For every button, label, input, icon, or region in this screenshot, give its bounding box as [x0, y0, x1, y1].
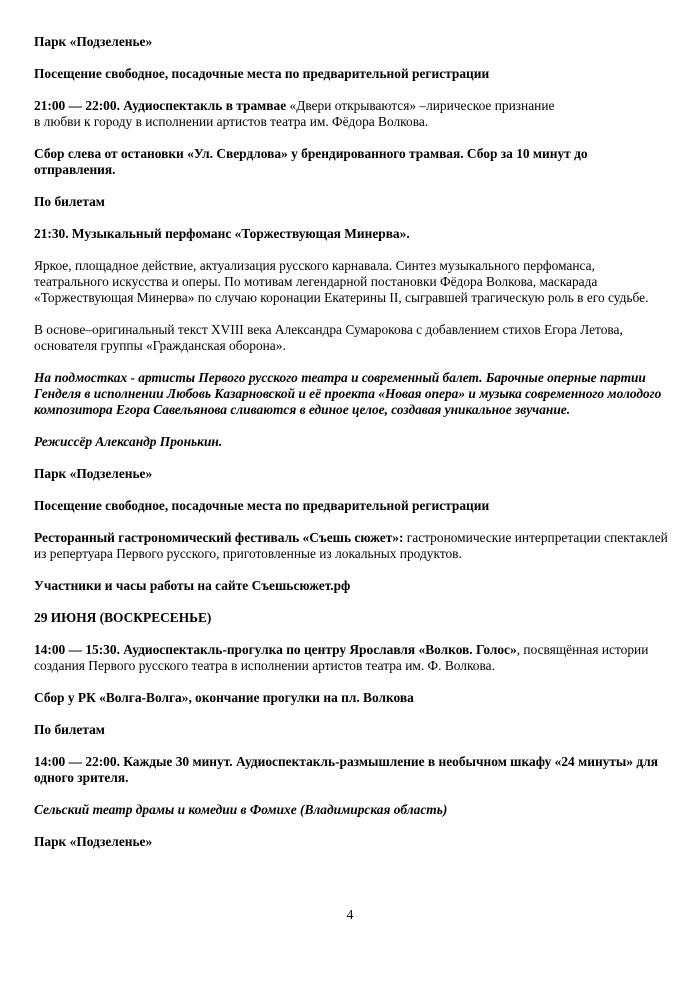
- event-time-title: 14:00 — 15:30. Аудиоспектакль-прогулка по центру Ярославля «Волков. Голос»: [34, 642, 517, 657]
- event-title: Ресторанный гастрономический фестиваль «Съешь сюжет»:: [34, 530, 404, 545]
- meeting-point-note: Сбор у РК «Волга-Волга», окончание прогулки на пл. Волкова: [34, 690, 414, 705]
- event-time-title: 21:00 — 22:00. Аудиоспектакль в трамвае: [34, 98, 287, 113]
- event-description: «Двери открываются» –лирическое признание: [286, 98, 555, 113]
- event-tram-audioplay: [34, 98, 670, 130]
- venue-heading: Парк «Подзеленье»: [34, 34, 153, 49]
- event-minerva-director: Режиссёр Александр Пронькин.: [34, 434, 223, 449]
- event-minerva-title: 21:30. Музыкальный перфоманс «Торжествующая Минерва».: [34, 226, 410, 241]
- event-minerva-basis: В основе–оригинальный текст XVIII века Александра Сумарокова с добавлением стихов Егора Летова, основателя группы «Гражданская оборона».: [34, 322, 623, 353]
- date-heading: 29 ИЮНЯ (ВОСКРЕСЕНЬЕ): [34, 610, 212, 625]
- ticket-note: По билетам: [34, 194, 105, 209]
- participants-note: Участники и часы работы на сайте Съешьсюжет.рф: [34, 578, 351, 593]
- event-food-festival: [34, 530, 670, 562]
- admission-note: Посещение свободное, посадочные места по предварительной регистрации: [34, 66, 490, 81]
- event-minerva-performers: На подмостках - артисты Первого русского театра и современный балет. Барочные оперные партии Генделя в исполнении Любовь Казарновской и её проекта «Новая опера» и музыка современного молодого композитора Егора Савельянова сливаются в единое целое, создавая уникальное звучание.: [34, 370, 662, 417]
- event-minerva-description: Яркое, площадное действие, актуализация русского карнавала. Синтез музыкального перфоманса, театрального искусства и оперы. По мотивам легендарной постановки Фёдора Волкова, маскарада «Торжествующая Минерва» по случаю коронации Екатерины II, сыгравшей трагическую роль в его судьбе.: [34, 258, 649, 305]
- venue-heading: Парк «Подзеленье»: [34, 834, 153, 849]
- event-description: , посвящённая истории создания Первого русского театра в исполнении артистов театра им. Ф. Волкова.: [34, 642, 649, 673]
- ticket-note: По билетам: [34, 722, 105, 737]
- admission-note: Посещение свободное, посадочные места по предварительной регистрации: [34, 498, 490, 513]
- document-body: [34, 34, 670, 866]
- venue-heading: Парк «Подзеленье»: [34, 466, 153, 481]
- event-description: гастрономические интерпретации спектаклей из репертуара Первого русского, приготовленные из локальных продуктов.: [34, 530, 668, 561]
- theatre-credit: Сельский театр драмы и комедии в Фомихе (Владимирская область): [34, 802, 448, 817]
- page-number: 4: [346, 907, 354, 922]
- meeting-point-note: Сбор слева от остановки «Ул. Свердлова» у брендированного трамвая. Сбор за 10 минут до отправления.: [34, 146, 588, 177]
- event-wardrobe-audioplay: 14:00 — 22:00. Каждые 30 минут. Аудиоспектакль-размышление в необычном шкафу «24 минуты» для одного зрителя.: [34, 754, 658, 785]
- event-description: в любви к городу в исполнении артистов театра им. Фёдора Волкова.: [34, 114, 429, 129]
- event-walking-audioplay: [34, 642, 670, 674]
